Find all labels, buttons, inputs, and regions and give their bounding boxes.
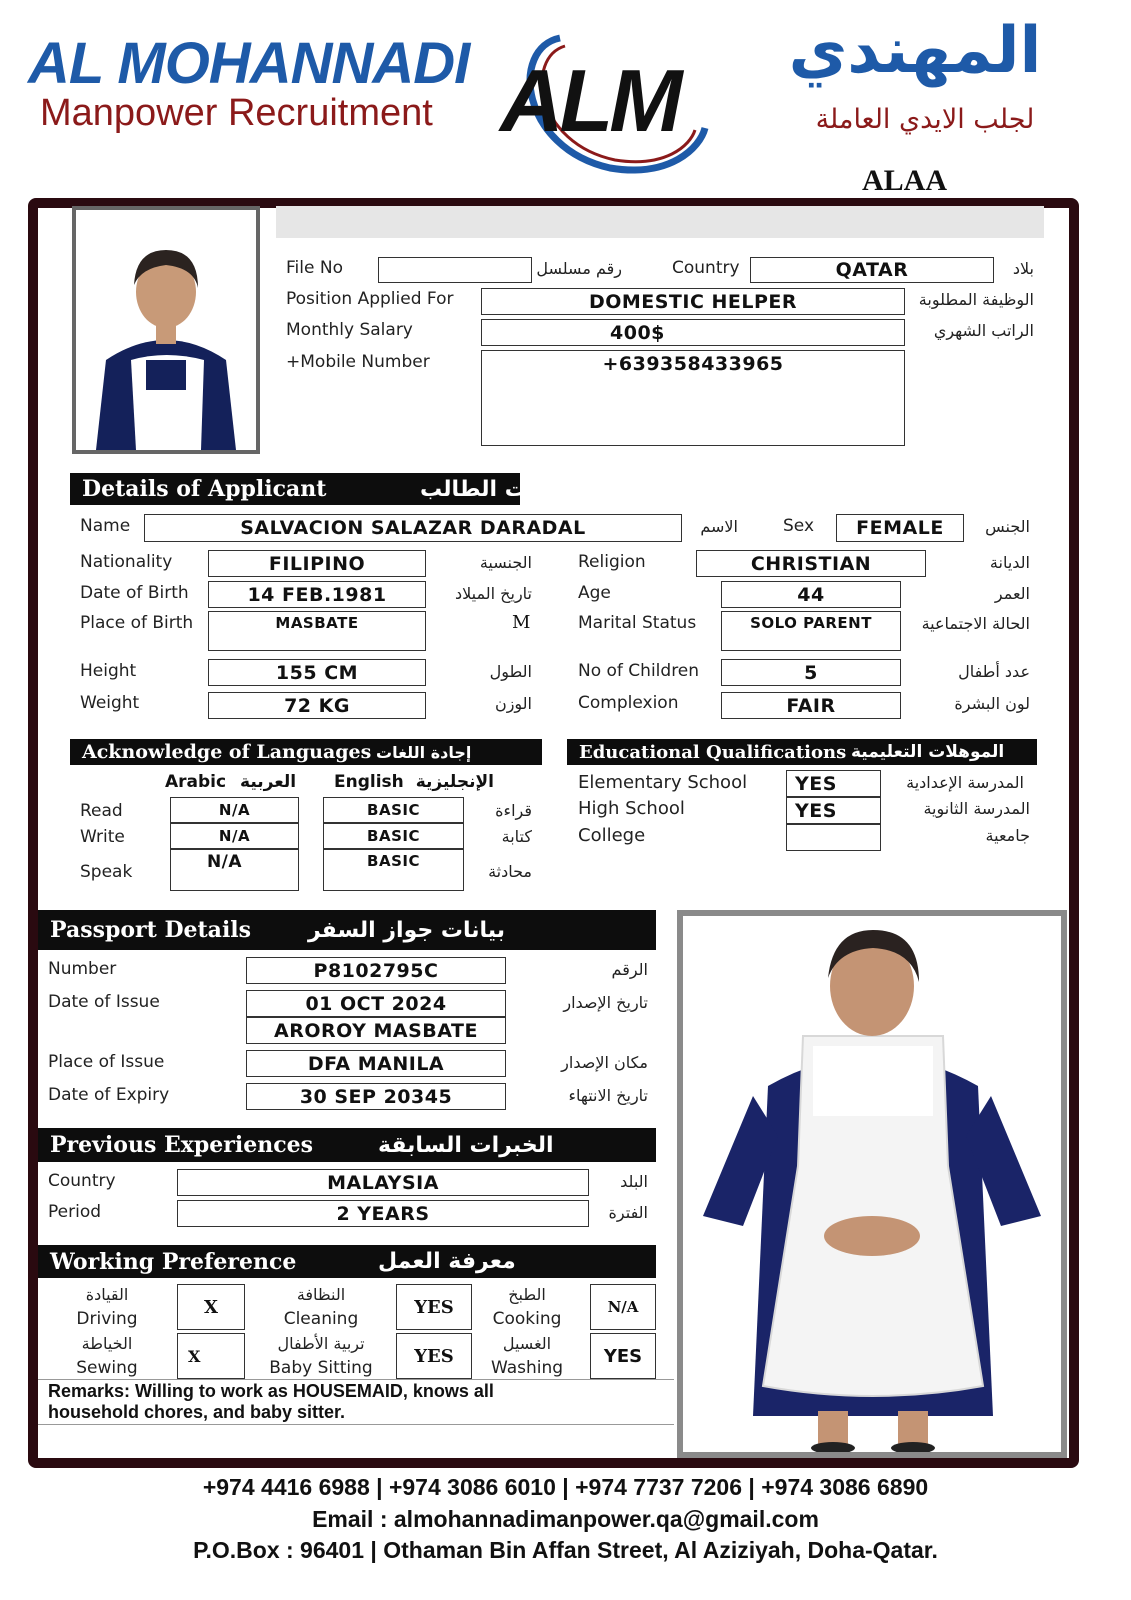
driving-label-ar: القيادة bbox=[85, 1285, 129, 1304]
position-field: DOMESTIC HELPER bbox=[481, 288, 905, 315]
age-label: Age bbox=[578, 583, 611, 603]
mobile-label: +Mobile Number bbox=[286, 352, 430, 372]
age-label-ar: العمر bbox=[994, 584, 1030, 603]
arabic-speak-field: N/A bbox=[170, 849, 299, 891]
mobile-field: +639358433965 bbox=[481, 350, 905, 446]
place-of-issue-field: DFA MANILA bbox=[246, 1050, 506, 1077]
file-no-field bbox=[378, 257, 532, 283]
applicant-photo-full bbox=[677, 910, 1067, 1458]
salary-label-ar: الراتب الشهري bbox=[933, 321, 1034, 340]
position-label-ar: الوظيفة المطلوبة bbox=[918, 290, 1034, 309]
children-label-ar: عدد أطفال bbox=[958, 662, 1030, 681]
expiry-field: 30 SEP 20345 bbox=[246, 1083, 506, 1110]
cleaning-label-ar: النظافة bbox=[296, 1285, 346, 1304]
country-label-ar: بلاد bbox=[1012, 259, 1034, 278]
arabic-col-label-ar: العربية bbox=[240, 772, 297, 792]
education-section-header bbox=[567, 739, 1037, 765]
education-title-en: Educational Qualifications bbox=[579, 741, 847, 763]
working-title-en: Working Preference bbox=[50, 1248, 297, 1275]
cooking-label-ar: الطبخ bbox=[508, 1285, 546, 1304]
high-school-label-ar: المدرسة الثانوية bbox=[923, 799, 1030, 818]
college-label-ar: جامعية bbox=[985, 826, 1030, 845]
issue-date-label: Date of Issue bbox=[48, 992, 160, 1012]
elementary-field: YES bbox=[786, 770, 881, 797]
remarks-line-1: Remarks: Willing to work as HOUSEMAID, knows all bbox=[48, 1381, 494, 1401]
arabic-col-header bbox=[165, 772, 296, 792]
elementary-label-ar: المدرسة الإعدادية bbox=[906, 773, 1024, 792]
brand-tagline-en: Manpower Recruitment bbox=[40, 92, 433, 134]
place-of-issue-label: Place of Issue bbox=[48, 1052, 165, 1072]
elementary-label: Elementary School bbox=[578, 772, 748, 793]
dob-label-ar: تاريخ الميلاد bbox=[455, 584, 532, 603]
baby-sitting-field: YES bbox=[396, 1333, 472, 1379]
sewing-label-ar: الخياطة bbox=[81, 1334, 133, 1353]
experience-period-field: 2 YEARS bbox=[177, 1200, 589, 1227]
children-label: No of Children bbox=[578, 661, 700, 681]
nationality-label: Nationality bbox=[80, 552, 173, 572]
weight-label-ar: الوزن bbox=[494, 694, 532, 713]
expiry-label-ar: تاريخ الانتهاء bbox=[568, 1086, 648, 1105]
english-col-header bbox=[334, 772, 494, 792]
passport-number-label-ar: الرقم bbox=[611, 960, 648, 979]
college-label: College bbox=[578, 825, 646, 846]
read-label: Read bbox=[80, 801, 123, 821]
college-field bbox=[786, 824, 881, 851]
brand-name-en: AL MOHANNADI bbox=[28, 31, 470, 96]
complexion-label-ar: لون البشرة bbox=[954, 694, 1030, 713]
passport-section-header bbox=[38, 910, 656, 950]
salary-field: 400$ bbox=[481, 319, 905, 346]
marital-label: Marital Status bbox=[578, 613, 697, 633]
write-label: Write bbox=[80, 827, 125, 847]
driving-label: Driving bbox=[76, 1309, 138, 1329]
religion-label: Religion bbox=[578, 552, 646, 572]
experience-title-en: Previous Experiences bbox=[50, 1132, 313, 1158]
experience-section-header bbox=[38, 1128, 656, 1162]
sex-field: FEMALE bbox=[836, 514, 964, 542]
sewing-field: X bbox=[177, 1333, 245, 1379]
english-write-field: BASIC bbox=[323, 823, 464, 849]
weight-field: 72 KG bbox=[208, 692, 426, 719]
dob-label: Date of Birth bbox=[80, 583, 189, 603]
details-title-en: Details of Applicant bbox=[82, 476, 327, 502]
washing-field: YES bbox=[590, 1333, 656, 1379]
name-field: SALVACION SALAZAR DARADAL bbox=[144, 514, 682, 542]
working-title-ar: معرفة العمل bbox=[378, 1249, 516, 1274]
arabic-col-label: Arabic bbox=[165, 772, 227, 792]
experience-period-label-ar: الفترة bbox=[608, 1203, 648, 1222]
religion-field: CHRISTIAN bbox=[696, 550, 926, 577]
alm-logo-text: ALM bbox=[500, 51, 679, 150]
height-label: Height bbox=[80, 661, 137, 681]
passport-number-label: Number bbox=[48, 959, 117, 979]
driving-field: X bbox=[177, 1284, 245, 1330]
passport-title-ar: بيانات جواز السفر bbox=[308, 917, 506, 943]
languages-section-header bbox=[70, 739, 542, 765]
pob-label: Place of Birth bbox=[80, 613, 194, 633]
cleaning-label: Cleaning bbox=[283, 1309, 359, 1329]
applicant-photo-small bbox=[72, 206, 260, 454]
speak-label: Speak bbox=[80, 862, 133, 882]
agent-code: ALAA bbox=[862, 164, 948, 197]
read-label-ar: قراءة bbox=[495, 801, 532, 820]
issue-date-label-ar: تاريخ الإصدار bbox=[563, 993, 648, 1012]
children-field: 5 bbox=[721, 659, 901, 686]
height-label-ar: الطول bbox=[489, 662, 532, 681]
place-of-issue-label-ar: مكان الإصدار bbox=[561, 1053, 648, 1072]
arabic-read-field: N/A bbox=[170, 797, 299, 823]
write-label-ar: كتابة bbox=[501, 827, 532, 846]
cleaning-field: YES bbox=[396, 1284, 472, 1330]
working-section-header bbox=[38, 1245, 656, 1278]
age-field: 44 bbox=[721, 581, 901, 608]
name-label-ar: الاسم bbox=[700, 517, 738, 536]
brand-tagline-ar: لجلب الايدي العاملة bbox=[815, 104, 1035, 135]
file-no-label: File No bbox=[286, 258, 343, 278]
top-gray-bar bbox=[276, 206, 1044, 238]
english-col-label: English bbox=[334, 772, 404, 792]
washing-label: Washing bbox=[490, 1358, 564, 1378]
high-school-label: High School bbox=[578, 798, 685, 819]
languages-title-en: Acknowledge of Languages bbox=[82, 741, 372, 763]
baby-sitting-label: Baby Sitting bbox=[269, 1358, 373, 1378]
languages-title-ar: إجادة اللغات bbox=[376, 742, 472, 762]
education-title-ar: الموهلات التعليمية bbox=[851, 742, 1005, 762]
issue-extra-field: AROROY MASBATE bbox=[246, 1017, 506, 1044]
remarks-bottom-divider bbox=[38, 1424, 674, 1425]
country-field: QATAR bbox=[750, 257, 994, 283]
baby-sitting-label-ar: تربية الأطفال bbox=[277, 1334, 365, 1353]
experience-country-label: Country bbox=[48, 1171, 116, 1191]
weight-label: Weight bbox=[80, 693, 140, 713]
details-title-ar: بيانات الطالب bbox=[420, 476, 569, 502]
speak-label-ar: محادثة bbox=[488, 862, 532, 881]
complexion-label: Complexion bbox=[578, 693, 679, 713]
footer-email: Email : almohannadimanpower.qa@gmail.com bbox=[312, 1506, 819, 1532]
sex-label: Sex bbox=[783, 516, 815, 536]
sex-label-ar: الجنس bbox=[985, 517, 1030, 536]
complexion-field: FAIR bbox=[721, 692, 901, 719]
high-school-field: YES bbox=[786, 797, 881, 824]
sewing-label: Sewing bbox=[76, 1358, 138, 1378]
experience-period-label: Period bbox=[48, 1202, 102, 1222]
expiry-label: Date of Expiry bbox=[48, 1085, 170, 1105]
nationality-label-ar: الجنسية bbox=[479, 553, 532, 572]
religion-label-ar: الديانة bbox=[989, 553, 1030, 572]
pob-field: MASBATE bbox=[208, 611, 426, 651]
marital-label-ar: الحالة الاجتماعية bbox=[921, 614, 1030, 633]
experience-title-ar: الخبرات السابقة bbox=[378, 1132, 554, 1158]
experience-country-label-ar: البلد bbox=[620, 1172, 648, 1191]
brand-name-ar: المهندي bbox=[788, 14, 1042, 88]
file-no-label-ar: رقم مسلسل bbox=[536, 259, 622, 278]
arabic-write-field: N/A bbox=[170, 823, 299, 849]
height-field: 155 CM bbox=[208, 659, 426, 686]
position-label: Position Applied For bbox=[286, 289, 454, 309]
passport-title-en: Passport Details bbox=[50, 917, 252, 943]
english-col-label-ar: الإنجليزية bbox=[415, 772, 494, 792]
marital-field: SOLO PARENT bbox=[721, 611, 901, 651]
cooking-field: N/A bbox=[590, 1284, 656, 1330]
pob-extra: M bbox=[512, 612, 531, 633]
salary-label: Monthly Salary bbox=[286, 320, 413, 340]
remarks-divider bbox=[38, 1379, 674, 1380]
english-speak-field: BASIC bbox=[323, 849, 464, 891]
footer-address: P.O.Box : 96401 | Othaman Bin Affan Street, Al Aziziyah, Doha-Qatar. bbox=[193, 1537, 938, 1563]
details-section-header bbox=[70, 473, 569, 505]
remarks-line-2: household chores, and baby sitter. bbox=[48, 1402, 346, 1422]
name-label: Name bbox=[80, 516, 131, 536]
english-read-field: BASIC bbox=[323, 797, 464, 823]
experience-country-field: MALAYSIA bbox=[177, 1169, 589, 1196]
footer-phones: +974 4416 6988 | +974 3086 6010 | +974 7737 7206 | +974 3086 6890 bbox=[202, 1474, 929, 1500]
washing-label-ar: الغسيل bbox=[502, 1334, 552, 1353]
cooking-label: Cooking bbox=[492, 1309, 562, 1329]
passport-number-field: P8102795C bbox=[246, 957, 506, 984]
country-label: Country bbox=[672, 258, 740, 278]
dob-field: 14 FEB.1981 bbox=[208, 581, 426, 608]
issue-date-field: 01 OCT 2024 bbox=[246, 990, 506, 1017]
nationality-field: FILIPINO bbox=[208, 550, 426, 577]
